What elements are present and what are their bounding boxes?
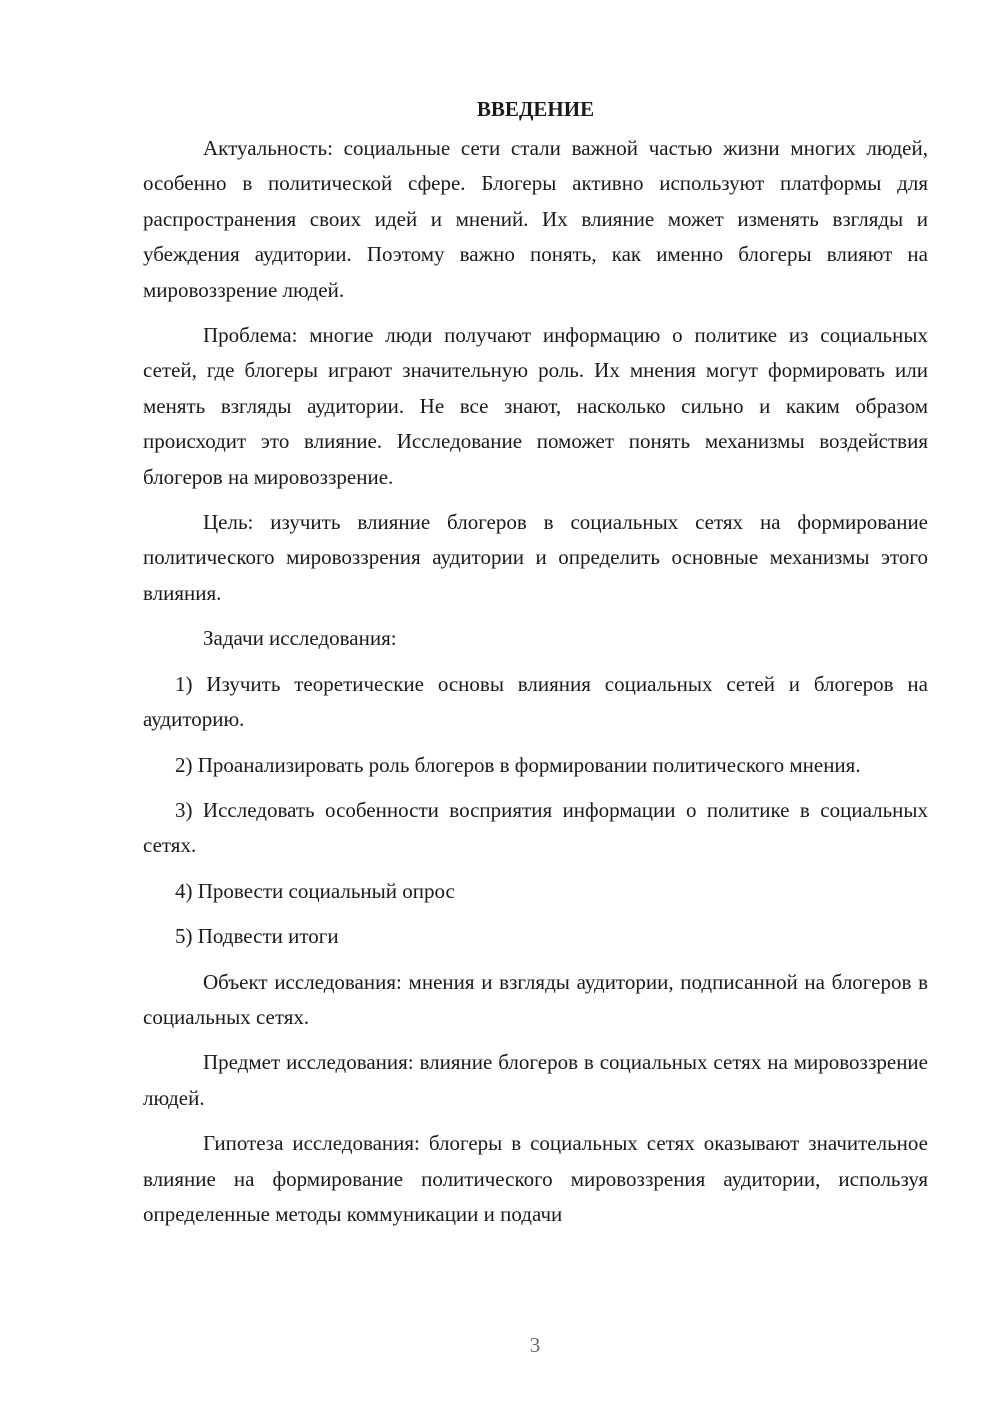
page-number: 3 — [529, 1333, 541, 1357]
goal-paragraph: Цель: изучить влияние блогеров в социальных сетях на формирование политического мировоззрения аудитории и определить основные механизмы этого влияния. — [143, 510, 928, 605]
hypothesis-paragraph: Гипотеза исследования: блогеры в социальных сетях оказывают значительное влияние на формирование политического мировоззрения аудитории, используя определенные методы коммуникации и подачи — [143, 1131, 928, 1226]
relevance-paragraph: Актуальность: социальные сети стали важной частью жизни многих людей, особенно в политической сфере. Блогеры активно используют платформы для распространения своих идей и мнений. Их влияние может изменять взгляды и убеждения аудитории. Поэтому важно понять, как именно блогеры влияют на мировоззрение людей. — [143, 136, 928, 302]
tasks-list — [143, 667, 928, 955]
problem-paragraph: Проблема: многие люди получают информацию о политике из социальных сетей, где блогеры играют значительную роль. Их мнения могут формировать или менять взгляды аудитории. Не все знают, насколько сильно и каким образом происходит это влияние. Исследование поможет понять механизмы воздействия блогеров на мировоззрение. — [143, 323, 928, 489]
object-paragraph: Объект исследования: мнения и взгляды аудитории, подписанной на блогеров в социальных сетях. — [143, 969, 928, 1029]
document-page — [143, 92, 928, 1242]
subject-paragraph: Предмет исследования: влияние блогеров в социальных сетях на мировоззрение людей. — [143, 1050, 928, 1110]
tasks-heading: Задачи исследования: — [203, 626, 397, 651]
page-title: ВВЕДЕНИЕ — [476, 97, 595, 121]
task-item: 3) Исследовать особенности восприятия информации о политике в социальных сетях. — [143, 797, 928, 858]
task-item: 2) Проанализировать роль блогеров в формировании политического мнения. — [175, 752, 861, 777]
task-item: 5) Подвести итоги — [175, 924, 339, 949]
task-item: 4) Провести социальный опрос — [175, 878, 455, 903]
task-item: 1) Изучить теоретические основы влияния социальных сетей и блогеров на аудиторию. — [143, 671, 928, 732]
